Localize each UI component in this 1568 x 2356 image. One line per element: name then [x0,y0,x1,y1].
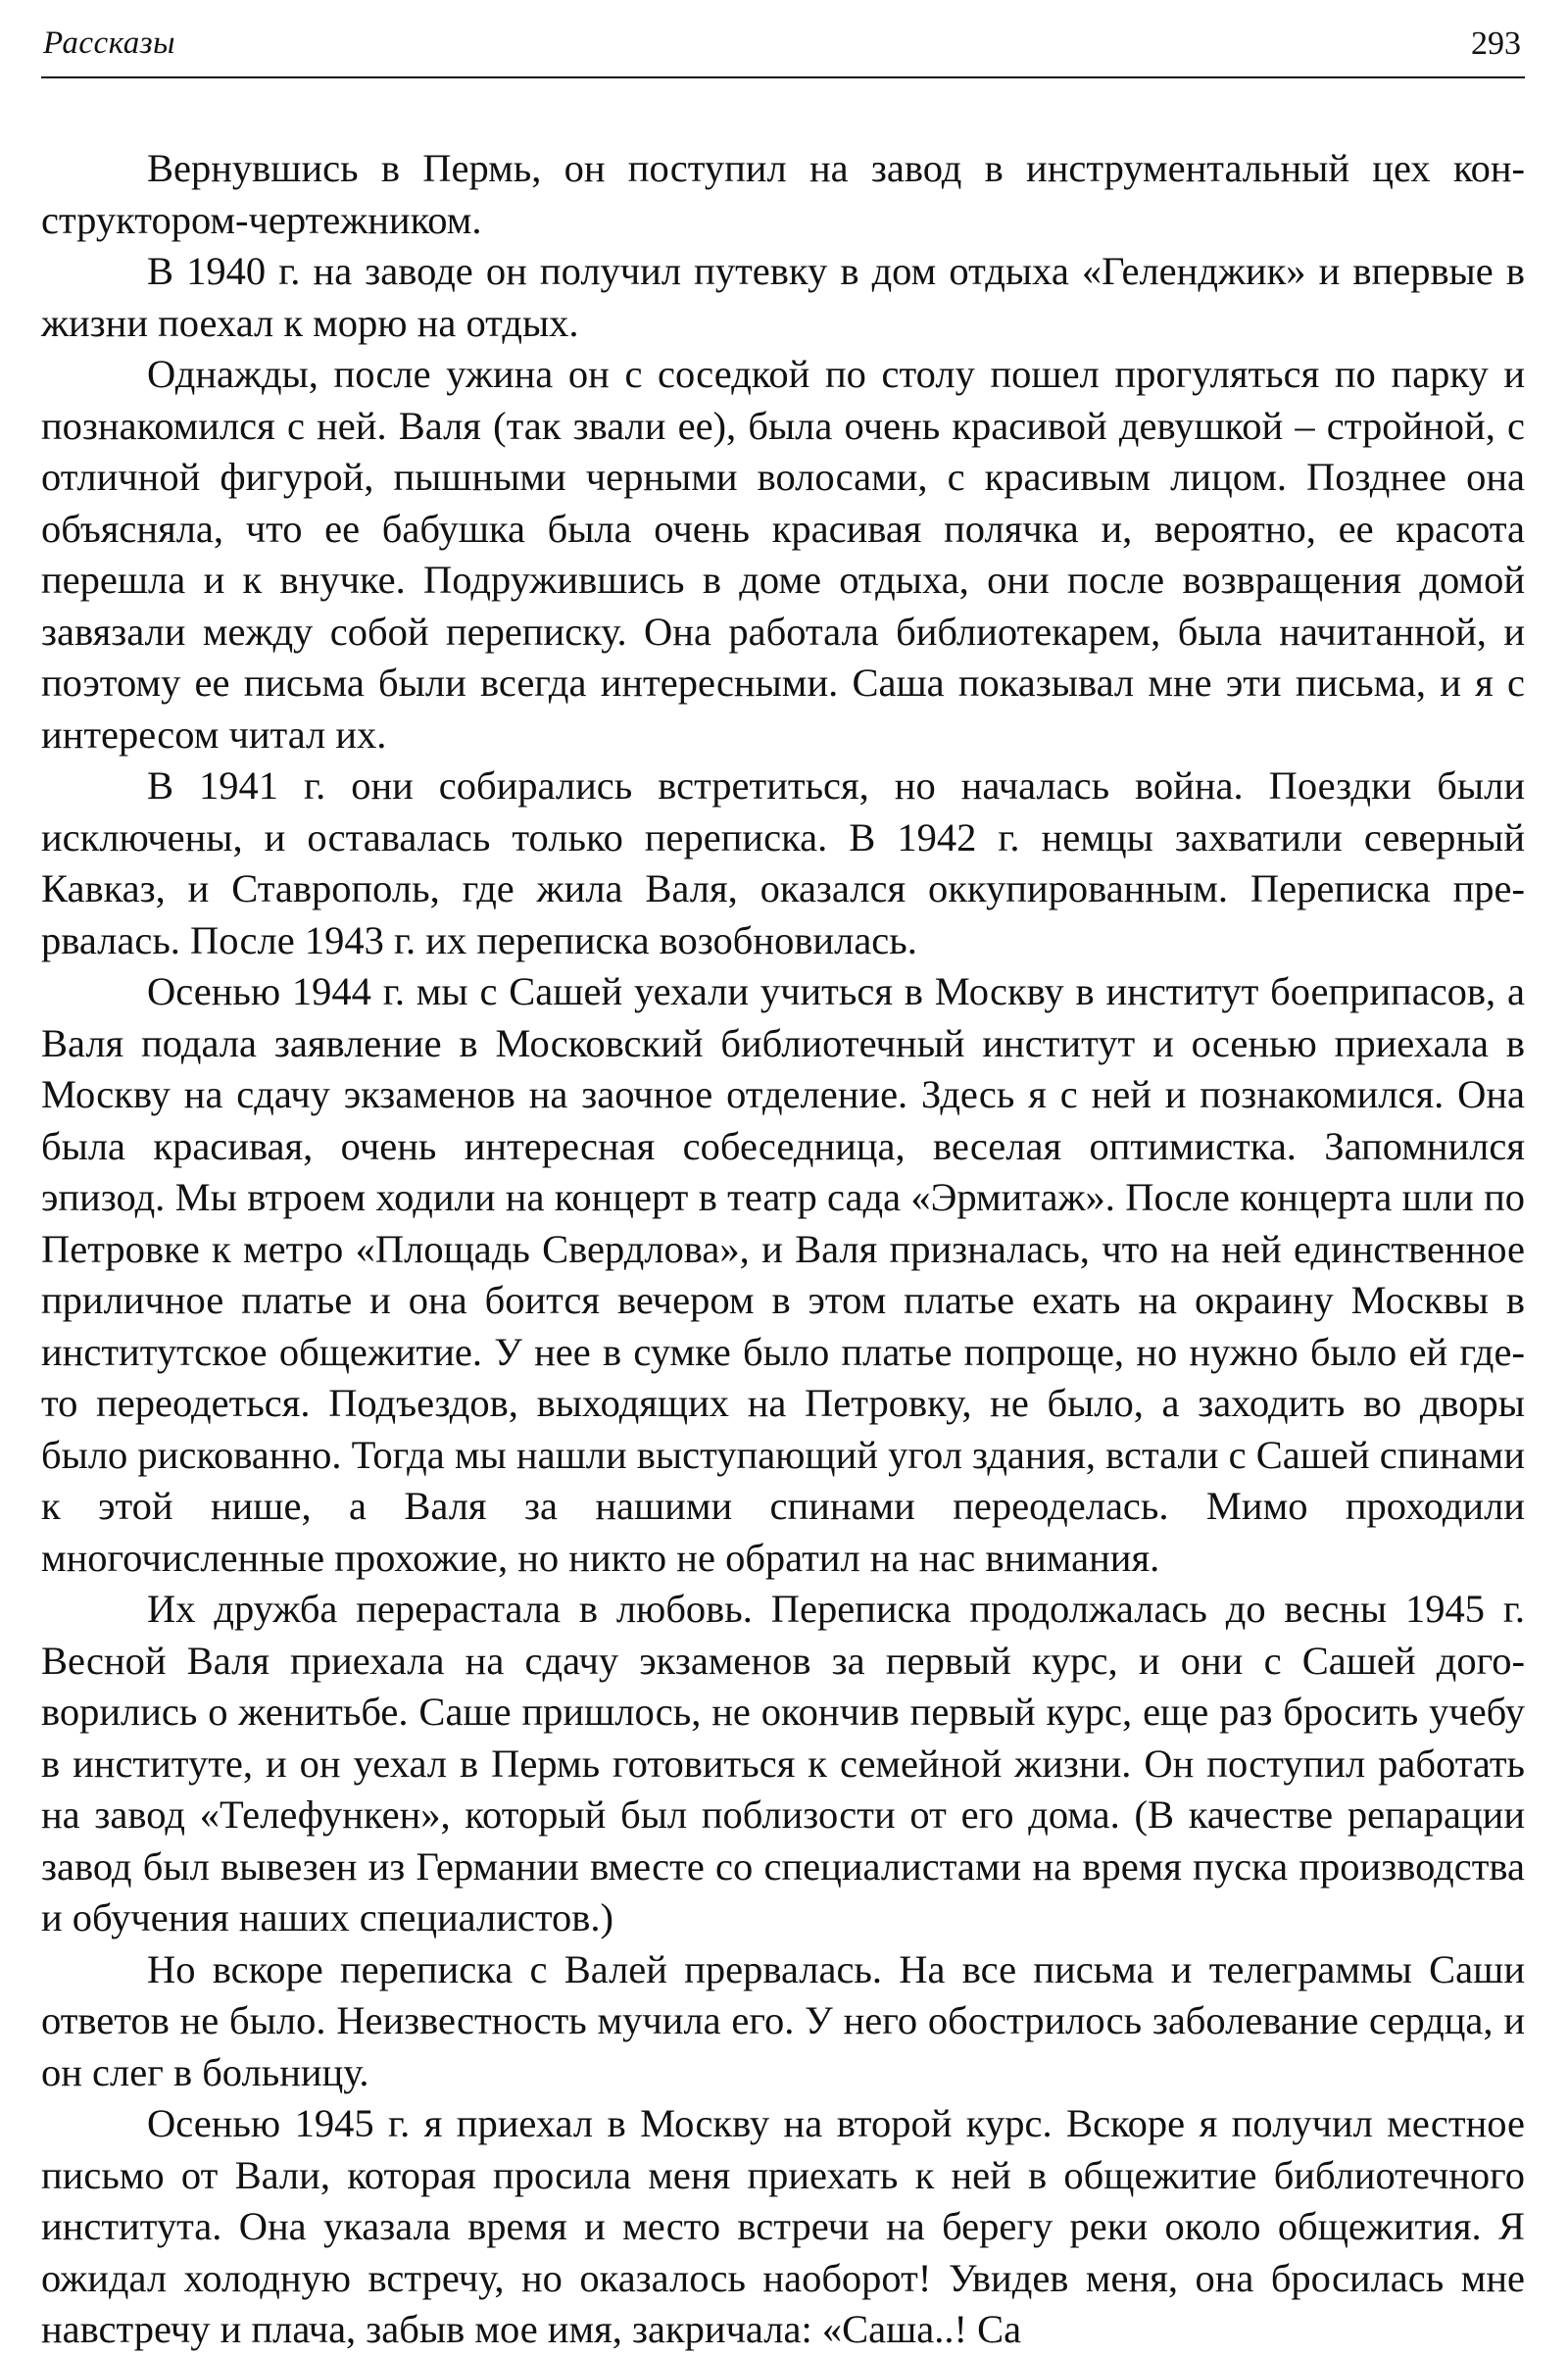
running-title: Рассказы [43,25,176,61]
body-text [41,143,1525,2356]
paragraph: Осенью 1945 г. я приехал в Москву на второй курс. Вскоре я получил местное письмо от Вали, которая просила меня приехать к ней в общежитие библиотечного института. Она указала время и место встречи на берегу реки около общежития. Я ожидал холодную встречу, но оказалось наоборот! Увидев меня, она бросилась мне навстречу и плача, забыв мое имя, закричала: «Саша..! Са [41,2101,1525,2351]
paragraph: Осенью 1944 г. мы с Сашей уехали учиться в Москву в институт боеприпасов, а Валя подала заявление в Московский библиотечный институт и осенью приехала в Москву на сдачу экзаменов на заочное отделение. Здесь я с ней и познакомился. Она была красивая, очень интересная собеседница, веселая оптимистка. Запомнился эпизод. Мы втроем ходили на концерт в театр сада «Эрмитаж». После концерта шли по Петровке к метро «Площадь Свердлова», и Валя призналась, что на ней единственное приличное платье и она боится вечером в этом платье ехать на окраину Москвы в институтское общежитие. У нее в сумке было платье попроще, но нужно было ей где-то переодеться. Подъездов, выходящих на Петровку, не было, а заходить во дворы было рискованно. Тогда мы нашли выступающий угол здания, встали с Сашей спинами к этой нише, а Валя за нашими спинами переоделась. Мимо проходили многочисленные прохожие, но никто не обратил на нас внимания. [41,969,1525,1580]
paragraph: Вернувшись в Пермь, он поступил на завод в инструментальный цех конструктором-чертежником. [41,146,1525,242]
paragraph: В 1940 г. на заводе он получил путевку в дом отдыха «Геленджик» и впервые в жизни поехал к морю на отдых. [41,249,1525,345]
paragraph: В 1941 г. они собирались встретиться, но началась война. Поездки были исключены, и оставалась только переписка. В 1942 г. немцы захватили северный Кавказ, и Ставрополь, где жила Валя, оказался оккупированным. Переписка прервалась. После 1943 г. их переписка возобновилась. [41,763,1525,962]
book-page [41,18,1525,2351]
running-header [41,18,1525,78]
page-number: 293 [1471,25,1521,62]
paragraph: Их дружба перерастала в любовь. Переписка продолжалась до весны 1945 г. Весной Валя приехала на сдачу экзаменов за первый курс, и они с Сашей договорились о женитьбе. Саше пришлось, не окончив первый курс, еще раз бросить учебу в институте, и он уехал в Пермь готовиться к семейной жизни. Он поступил работать на завод «Телефункен», который был поблизости от его дома. (В качестве репарации завод был вывезен из Германии вместе со специалистами на время пуска производства и обучения наших специалистов.) [41,1587,1525,1939]
paragraph: Однажды, после ужина он с соседкой по столу пошел прогуляться по парку и познакомился с ней. Валя (так звали ее), была очень красивой девушкой – стройной, с отличной фигурой, пышными черными волосами, с красивым лицом. Позднее она объясняла, что ее бабушка была очень красивая полячка и, вероятно, ее красота перешла и к внучке. Подружившись в доме отдыха, они после возвращения домой завязали между собой переписку. Она работала библиотекарем, была начитанной, и поэтому ее письма были всегда интересными. Саша показывал мне эти письма, и я с интересом читал их. [41,352,1525,757]
paragraph: Но вскоре переписка с Валей прервалась. На все письма и телеграммы Саши ответов не было. Неизвестность мучила его. У него обострилось заболевание сердца, и он слег в больницу. [41,1946,1525,2094]
